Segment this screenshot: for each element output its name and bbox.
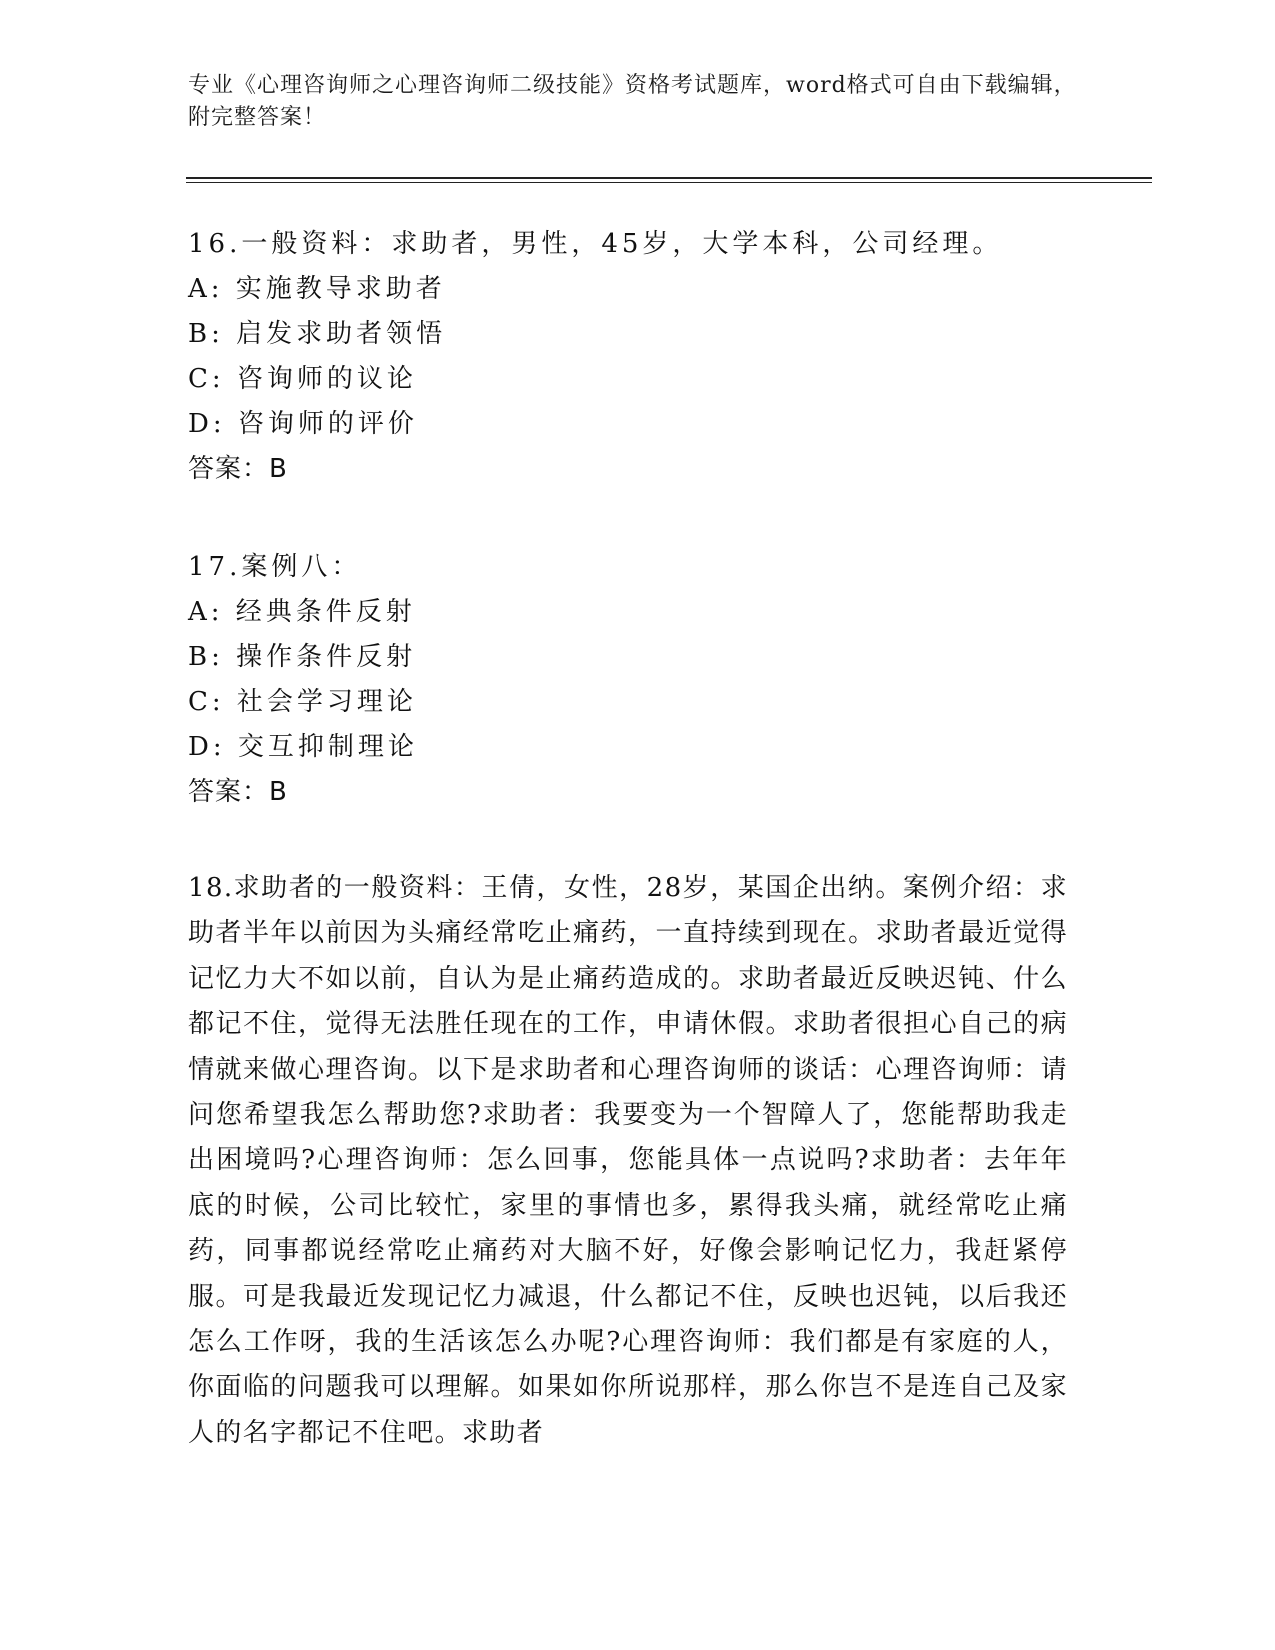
header-divider — [186, 177, 1152, 179]
question-stem: 17.案例八： — [188, 552, 362, 582]
question-18 — [188, 866, 1088, 1456]
question-stem: 16.一般资料：求助者，男性，45岁，大学本科，公司经理。 — [188, 229, 1003, 259]
option-d: D: 咨询师的评价 — [188, 409, 418, 439]
option-c: C: 社会学习理论 — [188, 687, 417, 717]
answer: 答案：B — [188, 777, 288, 807]
option-a: A: 经典条件反射 — [188, 597, 416, 627]
answer: 答案：B — [188, 454, 288, 484]
question-17 — [188, 545, 1088, 815]
option-d: D: 交互抑制理论 — [188, 732, 418, 762]
header-note: 专业《心理咨询师之心理咨询师二级技能》资格考试题库，word格式可自由下载编辑，附完整答案！ — [188, 73, 1077, 130]
header-divider-thin — [186, 182, 1152, 183]
question-16 — [188, 222, 1088, 492]
question-stem: 18.求助者的一般资料：王倩，女性，28岁，某国企出纳。案例介绍：求助者半年以前因为头痛经常吃止痛药，一直持续到现在。求助者最近觉得记忆力大不如以前，自认为是止痛药造成的。求助者最近反映迟钝、什么都记不住，觉得无法胜任现在的工作，申请休假。求助者很担心自己的病情就来做心理咨询。以下是求助者和心理咨询师的谈话：心理咨询师：请问您希望我怎么帮助您?求助者：我要变为一个智障人了，您能帮助我走出困境吗?心理咨询师：怎么回事，您能具体一点说吗?求助者：去年年底的时候，公司比较忙，家里的事情也多，累得我头痛，就经常吃止痛药，同事都说经常吃止痛药对大脑不好，好像会影响记忆力，我赶紧停服。可是我最近发现记忆力减退，什么都记不住，反映也迟钝，以后我还怎么工作呀，我的生活该怎么办呢?心理咨询师：我们都是有家庭的人，你面临的问题我可以理解。如果如你所说那样，那么你岂不是连自己及家人的名字都记不住吧。求助者 — [188, 873, 1068, 1448]
option-a: A: 实施教导求助者 — [188, 274, 446, 304]
option-c: C: 咨询师的议论 — [188, 364, 417, 394]
option-b: B: 启发求助者领悟 — [188, 319, 447, 349]
option-b: B: 操作条件反射 — [188, 642, 417, 672]
